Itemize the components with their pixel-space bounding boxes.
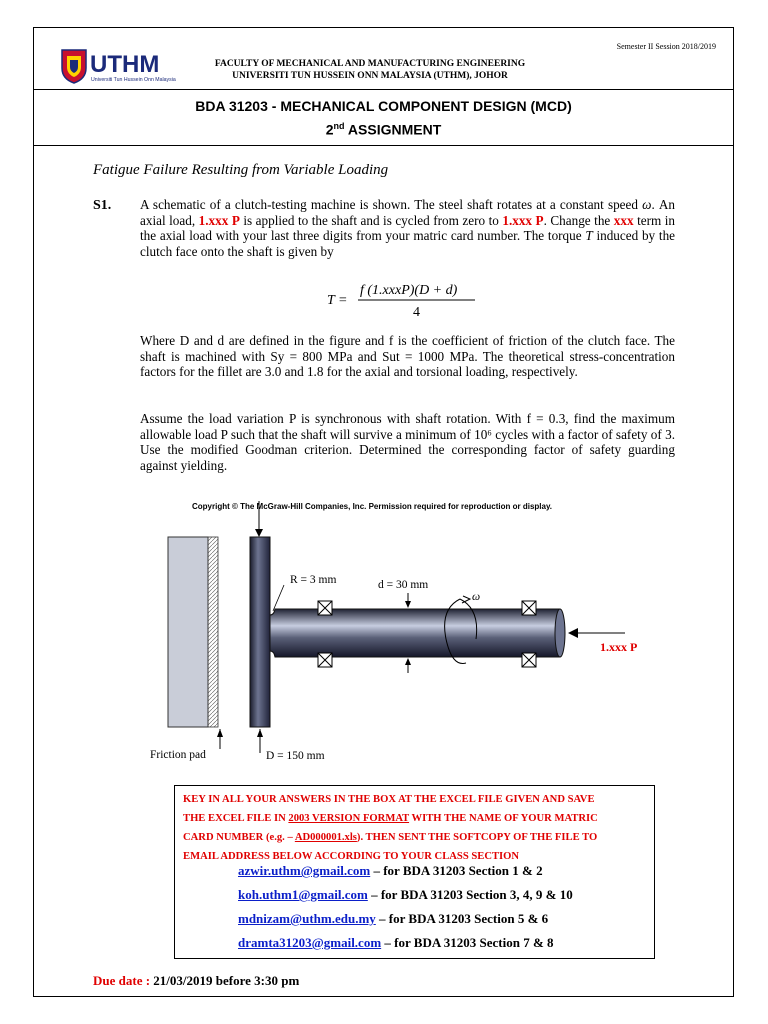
svg-text:D = 150 mm: D = 150 mm <box>266 750 325 762</box>
svg-text:4: 4 <box>413 305 420 320</box>
semester-label: Semester II Session 2018/2019 <box>616 42 716 51</box>
email-link[interactable]: koh.uthm1@gmail.com <box>238 887 368 902</box>
section-topic: Fatigue Failure Resulting from Variable Loading <box>93 162 389 178</box>
svg-text:f (1.xxxP)(D + d): f (1.xxxP)(D + d) <box>360 283 458 298</box>
course-title: BDA 31203 - MECHANICAL COMPONENT DESIGN (MCD) <box>195 98 572 114</box>
header-divider <box>33 89 734 90</box>
assignment-title: 2nd ASSIGNMENT <box>325 121 442 138</box>
contact-line: dramta31203@gmail.com – for BDA 31203 Section 7 & 8 <box>238 935 554 950</box>
svg-text:Universiti Tun Hussein Onn Mal: Universiti Tun Hussein Onn Malaysia <box>91 77 176 83</box>
question-paragraph-2: Where D and d are defined in the figure and f is the coefficient of friction of the clutch face. The shaft is machined with Sy = 800 MPa and Sut = 1000 MPa. The theoretical stress-concentration factors for the fillet are 3.0 and 1.8 for the axial and torsional loading, respectively. <box>140 333 675 380</box>
email-link[interactable]: mdnizam@uthm.edu.my <box>238 911 376 926</box>
email-link[interactable]: azwir.uthm@gmail.com <box>238 863 371 878</box>
submission-instructions: KEY IN ALL YOUR ANSWERS IN THE BOX AT THE EXCEL FILE GIVEN AND SAVE THE EXCEL FILE IN 2003 VERSION FORMAT WITH THE NAME OF YOUR MATRIC CARD NUMBER (e.g. – AD000001.xls). THEN SENT THE SOFTCOPY OF THE FILE TO EMAIL ADDRESS BELOW ACCORDING TO YOUR CLASS SECTION <box>183 794 598 862</box>
svg-text:Copyright © The McGraw-Hill Co: Copyright © The McGraw-Hill Companies, Inc. Permission required for reproduction or display. <box>192 502 553 511</box>
clutch-shaft-figure <box>140 497 670 769</box>
contact-line: koh.uthm1@gmail.com – for BDA 31203 Section 3, 4, 9 & 10 <box>238 887 573 902</box>
svg-text:ω: ω <box>472 591 481 603</box>
due-date: Due date : 21/03/2019 before 3:30 pm <box>93 973 300 988</box>
svg-text:T =: T = <box>327 293 348 308</box>
header-divider <box>33 145 734 146</box>
question-paragraph-3: Assume the load variation P is synchronous with shaft rotation. With f = 0.3, find the maximum allowable load P such that the shaft will survive a minimum of 10⁶ cycles with a factor of safety of 3. Use the modified Goodman criterion. Determined the corresponding factor of safety guarding against yielding. <box>140 411 675 473</box>
svg-text:1.xxx P: 1.xxx P <box>600 640 638 654</box>
uthm-logo <box>60 48 210 84</box>
contact-line: mdnizam@uthm.edu.my – for BDA 31203 Section 5 & 6 <box>238 911 549 926</box>
torque-equation <box>325 280 495 320</box>
svg-text:R = 3 mm: R = 3 mm <box>290 574 337 586</box>
question-paragraph-1: A schematic of a clutch-testing machine is shown. The steel shaft rotates at a constant speed ω. An axial load, 1.xxx P is applied to the shaft and is cycled from zero to 1.xxx P. Change the xxx term in the axial load with your last three digits from your matric card number. The torque T induced by the clutch face onto the shaft is given by <box>140 197 676 259</box>
contact-line: azwir.uthm@gmail.com – for BDA 31203 Section 1 & 2 <box>238 863 543 878</box>
email-link[interactable]: dramta31203@gmail.com <box>238 935 382 950</box>
svg-text:d = 30 mm: d = 30 mm <box>378 579 429 591</box>
svg-text:Friction pad: Friction pad <box>150 749 206 761</box>
question-label: S1. <box>93 198 112 213</box>
faculty-heading: FACULTY OF MECHANICAL AND MANUFACTURING ENGINEERING UNIVERSITI TUN HUSSEIN ONN MALAYSIA (UTHM), JOHOR <box>214 59 526 81</box>
svg-text:UTHM: UTHM <box>90 51 160 78</box>
